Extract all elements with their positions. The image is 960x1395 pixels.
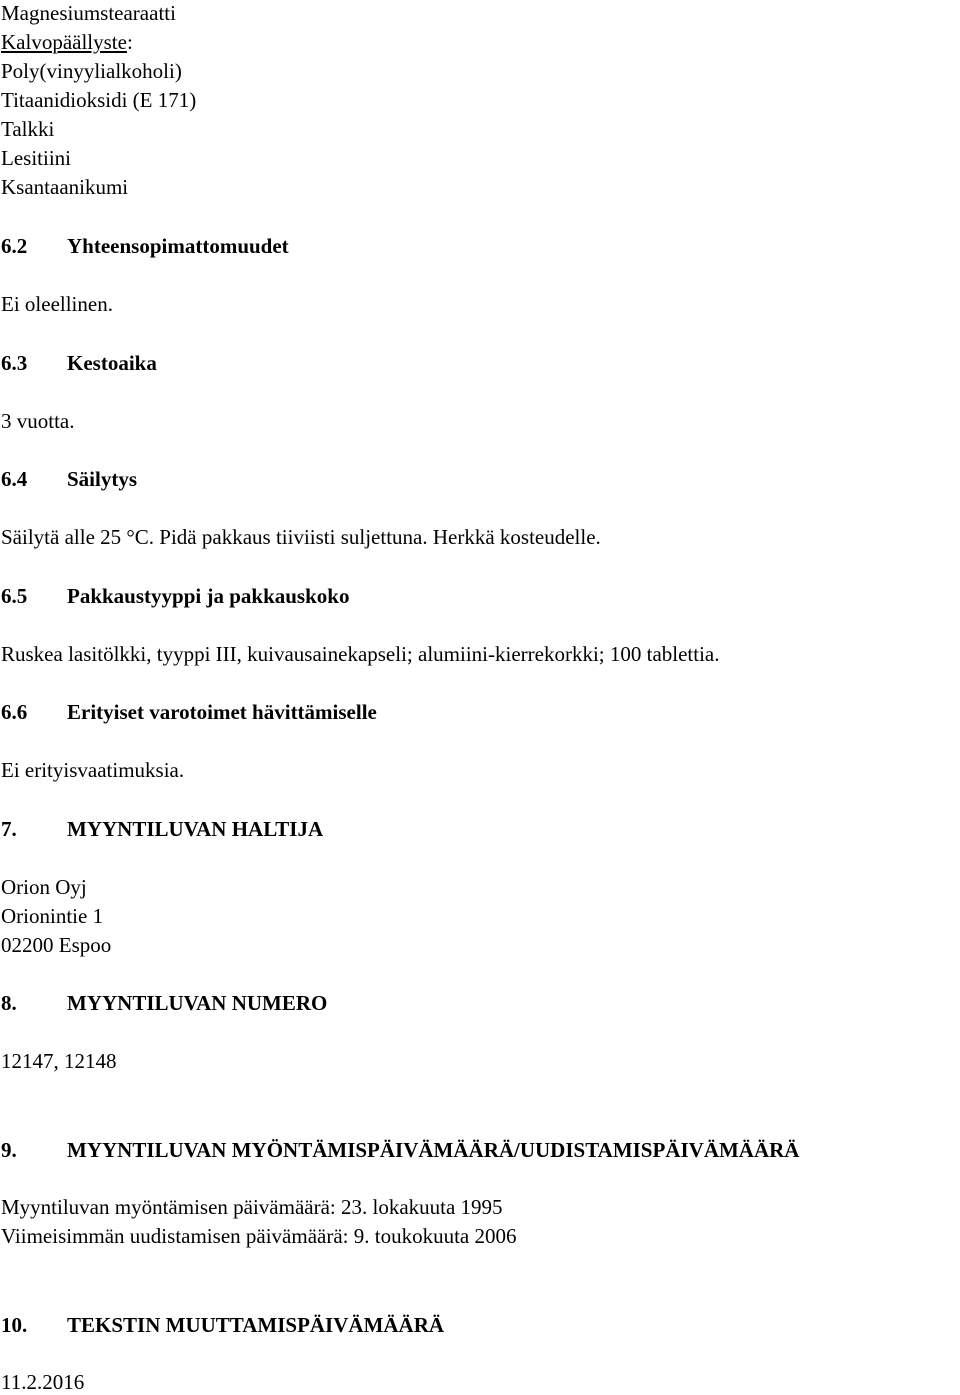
holder-name: Orion Oyj — [1, 875, 87, 899]
section-heading-7 — [1, 816, 323, 842]
section-title: MYYNTILUVAN NUMERO — [67, 991, 328, 1015]
ingredient-line: Talkki — [1, 117, 55, 141]
section-title: Pakkaustyyppi ja pakkauskoko — [67, 584, 350, 608]
revision-date: 11.2.2016 — [1, 1370, 85, 1394]
coating-label-colon: : — [126, 30, 133, 54]
grant-date: Myyntiluvan myöntämisen päivämäärä: 23. lokakuuta 1995 — [1, 1195, 503, 1219]
ingredient-line: Magnesiumstearaatti — [1, 1, 176, 25]
section-number: 9. — [1, 1138, 17, 1162]
section-number: 6.3 — [1, 351, 28, 375]
section-number: 6.4 — [1, 467, 28, 491]
section-title: Yhteensopimattomuudet — [67, 234, 289, 258]
coating-label — [1, 29, 133, 55]
section-title: TEKSTIN MUUTTAMISPÄIVÄMÄÄRÄ — [67, 1313, 445, 1337]
section-text-6-3: 3 vuotta. — [1, 409, 75, 433]
section-title: MYYNTILUVAN HALTIJA — [67, 817, 324, 841]
section-number: 6.6 — [1, 700, 28, 724]
section-heading-6-3 — [1, 350, 157, 376]
section-number: 7. — [1, 817, 17, 841]
section-number: 8. — [1, 991, 17, 1015]
section-number: 6.5 — [1, 584, 28, 608]
section-text-8: 12147, 12148 — [1, 1049, 117, 1073]
ingredient-line: Poly(vinyylialkoholi) — [1, 59, 182, 83]
ingredient-line: Ksantaanikumi — [1, 175, 129, 199]
section-text-6-2: Ei oleellinen. — [1, 292, 113, 316]
section-heading-6-6 — [1, 699, 377, 725]
section-heading-6-5 — [1, 583, 349, 609]
section-heading-9 — [1, 1137, 799, 1163]
holder-city: 02200 Espoo — [1, 933, 112, 957]
section-text-6-5: Ruskea lasitölkki, tyyppi III, kuivausainekapseli; alumiini-kierrekorkki; 100 tablettia. — [1, 642, 720, 666]
section-heading-6-4 — [1, 466, 137, 492]
section-text-6-6: Ei erityisvaatimuksia. — [1, 758, 185, 782]
coating-label-text: Kalvopäällyste — [1, 30, 127, 54]
ingredient-line: Titaanidioksidi (E 171) — [1, 88, 197, 112]
section-number: 6.2 — [1, 234, 28, 258]
section-title: MYYNTILUVAN MYÖNTÄMISPÄIVÄMÄÄRÄ/UUDISTAMISPÄIVÄMÄÄRÄ — [67, 1138, 800, 1162]
section-title: Kestoaika — [67, 351, 157, 375]
section-number: 10. — [1, 1313, 28, 1337]
holder-street: Orionintie 1 — [1, 904, 104, 928]
section-title: Säilytys — [67, 467, 138, 491]
ingredient-line: Lesitiini — [1, 146, 71, 170]
renewal-date: Viimeisimmän uudistamisen päivämäärä: 9. toukokuuta 2006 — [1, 1224, 517, 1248]
section-heading-6-2 — [1, 233, 289, 259]
section-text-6-4: Säilytä alle 25 °C. Pidä pakkaus tiiviisti suljettuna. Herkkä kosteudelle. — [1, 525, 601, 549]
section-heading-10 — [1, 1312, 444, 1338]
section-heading-8 — [1, 990, 327, 1016]
section-title: Erityiset varotoimet hävittämiselle — [67, 700, 377, 724]
